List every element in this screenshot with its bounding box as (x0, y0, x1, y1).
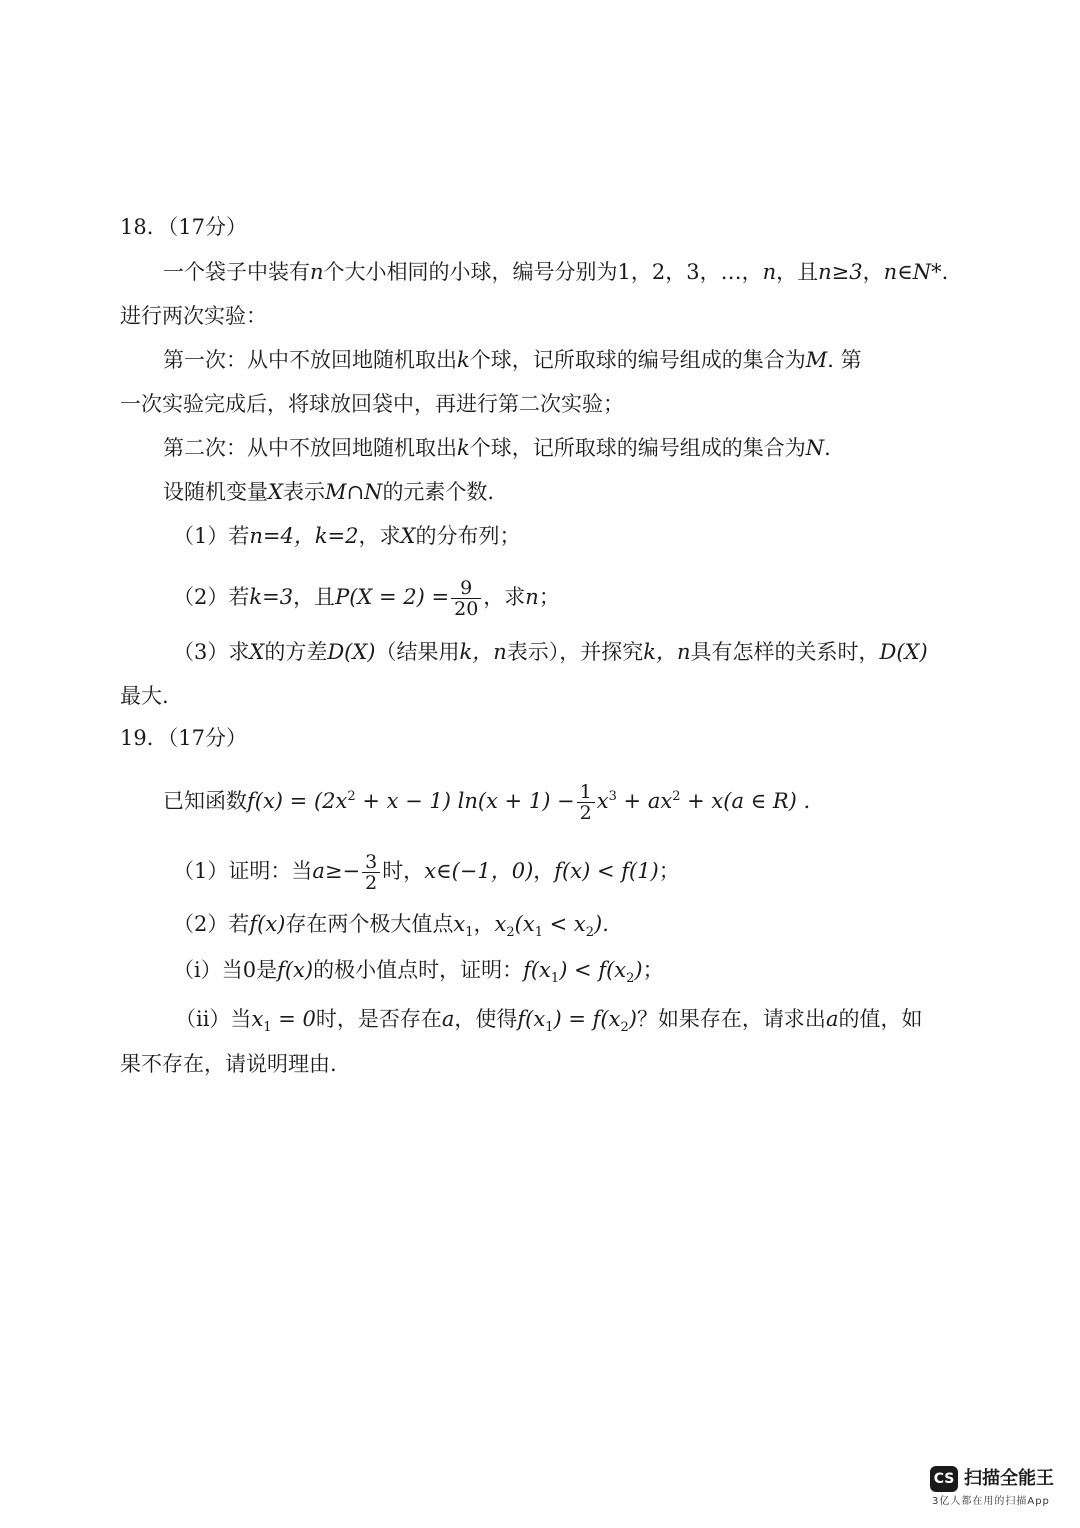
fraction-9-20: $\frac{9}{20}$ (451, 578, 481, 619)
q18-part2: （2）若k=3，且P(X = 2) = $\frac{9}{20}$ ，求n； (173, 577, 560, 620)
q18-part1: （1）若n=4，k=2，求X的分布列； (173, 524, 521, 548)
q18-first-trial-line2: 一次实验完成后，将球放回袋中，再进行第二次实验； (120, 392, 624, 416)
q19-part2: （2）若f(x)存在两个极大值点$x_1$，$x_2(x_1 < x_2)$. (173, 912, 609, 940)
q19-part2-ii: （ii）当$x_1 = 0$时，是否存在a，使得$f(x_1) = f(x_2)$？如果存在，请求出a的值，如 (175, 1007, 923, 1035)
q18-second-trial: 第二次：从中不放回地随机取出k个球，记所取球的编号组成的集合为N. (163, 436, 831, 460)
q18-intro: 一个袋子中装有n个大小相同的小球，编号分别为1，2，3，…，n，且n≥3，n∈N*. (163, 260, 949, 284)
watermark-tagline: 3亿人都在用的扫描App (932, 1496, 1050, 1507)
fraction-1-2: $\frac{1}{2}$ (577, 782, 595, 823)
q18-heading: 18．（17分） (120, 215, 247, 239)
q19-part2-i: （i）当0是f(x)的极小值点时，证明：$f(x_1) < f(x_2)$； (173, 958, 664, 986)
q19-part1: （1）证明：当a≥− $\frac{3}{2}$ 时，x∈(−1，0)，f(x) < f(1)； (173, 851, 680, 894)
fraction-3-2: $\frac{3}{2}$ (362, 852, 380, 893)
watermark-brand: 扫描全能王 (964, 1468, 1054, 1489)
camscanner-watermark (930, 1466, 1060, 1514)
q19-given: 已知函数$f(x) = (2x^2 + x - 1) \ln(x + 1)$ − $\frac{1}{2}$ $x^3 + ax^2 + x(a$ ∈ R) . (163, 781, 811, 824)
q18-first-trial: 第一次：从中不放回地随机取出k个球，记所取球的编号组成的集合为M. 第 (163, 348, 862, 372)
q19-heading: 19．（17分） (120, 726, 247, 750)
q18-intro-line2: 进行两次实验： (120, 304, 267, 328)
q18-part3-line2: 最大. (120, 684, 169, 708)
q18-definition: 设随机变量X表示M∩N的元素个数. (163, 480, 495, 504)
camscanner-logo-icon: CS (930, 1466, 958, 1492)
q19-part2-ii-line2: 果不存在，请说明理由. (120, 1052, 337, 1076)
q18-part3: （3）求X的方差D(X)（结果用k，n表示），并探究k，n具有怎样的关系时，D(X) (173, 640, 928, 664)
